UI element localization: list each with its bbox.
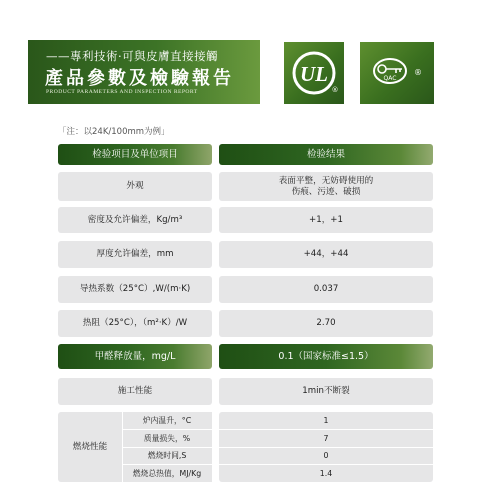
combustion-sublabel-temp-rise: 炉内温升，°C	[142, 416, 192, 426]
row-value-thermal-resistance: 2.70	[219, 310, 433, 337]
combustion-value-temp-rise: 1	[323, 416, 329, 426]
header-result-column: 检验结果	[219, 144, 433, 165]
row-value-construction: 1min不断裂	[219, 378, 433, 405]
key-icon	[378, 65, 386, 73]
ul-logo-text: UL	[300, 62, 328, 86]
ul-registered-mark: ®	[331, 86, 339, 94]
row-label-formaldehyde: 甲醛释放量，mg/L	[58, 344, 212, 369]
combustion-value-total-heat: 1.4	[319, 468, 333, 478]
combustion-sublabel-mass-loss: 质量损失，%	[143, 433, 191, 443]
qac-logo	[360, 42, 434, 104]
header-item-column: 检验项目及单位项目	[58, 144, 212, 165]
combustion-value-burn-time: 0	[323, 451, 329, 461]
ul-logo	[284, 42, 344, 104]
combustion-divider	[122, 464, 433, 465]
combustion-divider	[122, 429, 433, 430]
row-label-combustion: 燃烧性能	[58, 412, 122, 482]
page-subtitle: PRODUCT PARAMETERS AND INSPECTION REPORT	[46, 89, 198, 95]
row-label-construction: 施工性能	[58, 378, 212, 405]
combustion-divider	[122, 447, 433, 448]
page-title: 產品參數及檢驗報告	[45, 68, 234, 89]
example-note: 「注：以24K/100mm为例」	[58, 127, 170, 137]
row-label-density: 密度及允许偏差，Kg/m³	[58, 207, 212, 233]
combustion-value-mass-loss: 7	[323, 433, 329, 443]
row-value-thickness: +44，+44	[219, 241, 433, 268]
qac-registered-mark: ®	[414, 68, 422, 77]
appearance-value-line1: 表面平整，无妨碍使用的	[278, 175, 374, 186]
header-tagline: ——專利技術·可與皮膚直接接觸	[46, 49, 219, 63]
combustion-vertical-divider	[122, 412, 123, 482]
row-value-appearance	[219, 172, 433, 201]
appearance-value-line2: 伤痕、污迹、破损	[291, 186, 361, 197]
header-banner	[28, 40, 260, 104]
qac-logo-text: QAC	[383, 75, 397, 82]
row-value-thermal-conductivity: 0.037	[219, 276, 433, 303]
combustion-sublabel-total-heat: 燃烧总热值，MJ/Kg	[132, 468, 202, 478]
row-value-formaldehyde: 0.1（国家标准≤1.5）	[219, 344, 433, 369]
row-value-density: +1，+1	[219, 207, 433, 233]
row-label-appearance: 外观	[58, 172, 212, 201]
row-label-thermal-resistance: 热阻（25°C），（m²·K）/W	[58, 310, 212, 337]
combustion-sublabel-burn-time: 燃烧时间,S	[147, 451, 187, 461]
row-label-thermal-conductivity: 导热系数（25°C）,W/(m·K)	[58, 276, 212, 303]
row-label-thickness: 厚度允许偏差，mm	[58, 241, 212, 268]
